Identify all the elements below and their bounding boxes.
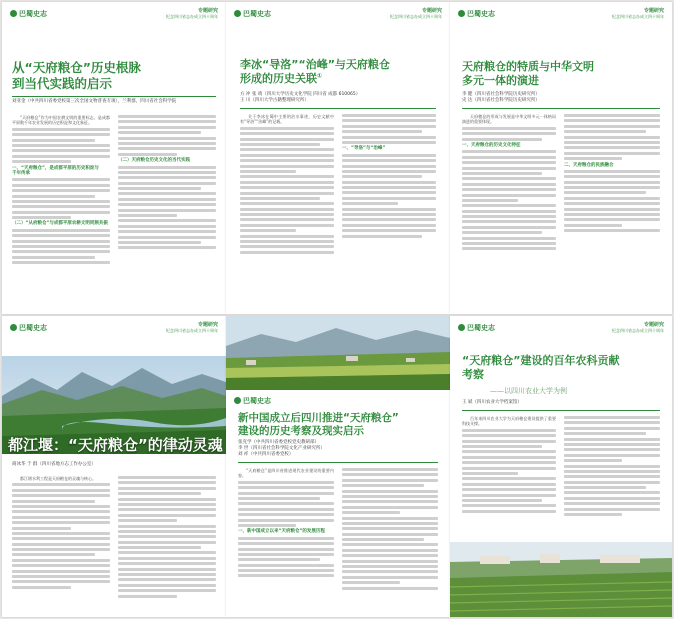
- field-photo: [450, 542, 672, 617]
- journal-logo: 巴蜀史志: [234, 396, 271, 406]
- logo-icon: [458, 10, 465, 17]
- header-right: 专题研究 纪念四川省志办成立四十周年: [612, 322, 664, 333]
- article-page-1: [2, 2, 226, 314]
- landscape-photo-graphic: [226, 316, 450, 390]
- title-line-2: 形成的历史关联①: [240, 71, 323, 85]
- article-page-6: [450, 316, 672, 617]
- header-right: 专题研究 纪念四川省志办成立四十周年: [612, 8, 664, 19]
- article-page-3: [450, 2, 672, 314]
- title-divider: [238, 462, 438, 463]
- section-heading: 一、新中国成立以来“天府粮仓”的发展历程: [238, 529, 325, 535]
- journal-logo: 巴蜀史志: [10, 323, 47, 333]
- author-block: 张克学（中共四川省委党校党史教研部） 李 世（四川省社会科学院文化产业研究所） 刘 祥（中共四川省委党校）: [238, 440, 325, 457]
- title-line-2: 考察: [462, 367, 484, 381]
- header-right: [166, 9, 218, 19]
- header-right: 专题研究 纪念四川省志办成立四十周年: [166, 322, 218, 333]
- article-title: [12, 60, 141, 91]
- body-column-left: “天府粮仓”是四川省推进现代农业建设的重要内容。 一、新中国成立以来“天府粮仓”的发展历程: [238, 468, 334, 610]
- section-heading: （二）天府粮仓历史文化的当代实践: [118, 158, 190, 164]
- body-column-right: [342, 114, 436, 304]
- logo-icon: [458, 324, 465, 331]
- article-title: [462, 354, 619, 382]
- body-column-left: 百年来四川农业大学为天府粮仓建设提供了重要科技支撑。: [462, 416, 556, 538]
- title-line-2: 多元一体的演进: [462, 73, 539, 87]
- title-line-2: 建设的历史考察及现实启示: [238, 425, 364, 438]
- section-heading: 一、“天府粮仓”，是成都平原的历史积淀与 千年传承: [12, 165, 99, 176]
- header-subtitle: 纪念四川省志办成立四十周年: [166, 14, 218, 19]
- author-line: 王 斌（四川农业大学档案馆）: [462, 400, 522, 405]
- header-right: 专题研究 纪念四川省志办成立四十周年: [390, 8, 442, 19]
- logo-icon: [234, 10, 241, 17]
- article-page-2: [226, 2, 450, 314]
- section-heading: 二、天府粮仓的民族融合: [564, 162, 614, 168]
- body-column-left: 关于李冰在蜀中主要的治水事迹，历史文献中有“导洛”“治峰”的记载。: [240, 114, 334, 304]
- title-divider: [462, 108, 660, 109]
- body-column-right: [564, 114, 660, 306]
- author-block: 方 冲 张 靖（四川大学历史文化学院 四川省 成都 610065） 王 川（四川大学古籍整理研究所）: [240, 92, 361, 103]
- title-line-1: 天府粮仓的特质与中华文明: [462, 60, 594, 73]
- title-divider: [240, 108, 436, 109]
- author-block: 李 健（四川省社会科学院历史研究所） 史 达（四川省社会科学院历史研究所）: [462, 92, 540, 103]
- section-heading: 一、“导洛”与“治峰”: [342, 146, 386, 152]
- article-title: [462, 60, 594, 88]
- article-subtitle: ——以四川农业大学为例: [490, 387, 567, 395]
- landscape-photo: [226, 316, 450, 390]
- section-heading: （二）“从府粮仓”与成都平原农耕文明同频共振: [12, 221, 108, 227]
- body-column-right: [118, 115, 216, 310]
- title-line-2: 到当代实践的启示: [12, 75, 113, 91]
- section-heading: 一、天府粮仓的历史文化特征: [462, 142, 521, 148]
- logo-text: 巴蜀史志: [19, 10, 47, 18]
- logo-icon: [234, 397, 241, 404]
- journal-logo: [10, 9, 47, 19]
- body-column-left: [12, 115, 110, 310]
- title-divider: [12, 96, 216, 97]
- body-column-left: 天府粮仓的形成与发展是中华文明多元一体格局演进的重要体现。 一、天府粮仓的历史文化特征: [462, 114, 556, 306]
- body-column-left: 都江堰水利工程是天府粮仓的灵魂与核心。: [12, 476, 110, 612]
- author-line: 刘亚金（中共四川省委党校第三次全国文物普查专项），兰利群，四川省社会科学院: [12, 99, 177, 104]
- logo-icon: [10, 324, 17, 331]
- field-photo-graphic: [450, 542, 672, 617]
- body-column-right: [342, 468, 438, 610]
- article-page-4: [2, 316, 226, 617]
- title-line-1: 从“天府粮仓”历史根脉: [12, 60, 141, 75]
- title-line-1: “天府粮仓”建设的百年农科贡献: [462, 354, 620, 367]
- body-column-right: [118, 476, 216, 612]
- author-line: 商冰华 于 群（四川省地方志工作办公室）: [12, 462, 96, 467]
- journal-logo: 巴蜀史志: [458, 9, 495, 19]
- photo-caption-title: 都江堰：“天府粮仓”的律动灵魂: [8, 436, 223, 454]
- header-section: 专题研究: [197, 8, 218, 14]
- article-title: [238, 412, 399, 438]
- body-column-right: [564, 416, 660, 538]
- article-title: [240, 58, 390, 86]
- journal-logo: 巴蜀史志: [234, 9, 271, 19]
- lead-paragraph: “天府粮仓”作为中国农耕文明的重要标志，是成都平原数千年农业发展的历史积淀和文化象征。: [12, 115, 110, 126]
- title-line-1: 李冰“导洛”“治峰”与天府粮仓: [240, 58, 390, 71]
- title-divider: [462, 410, 660, 411]
- title-line-1: 新中国成立后四川推进“天府粮仓”: [238, 412, 399, 424]
- journal-logo: 巴蜀史志: [458, 323, 495, 333]
- article-page-5: [226, 316, 450, 617]
- logo-icon: [10, 10, 17, 17]
